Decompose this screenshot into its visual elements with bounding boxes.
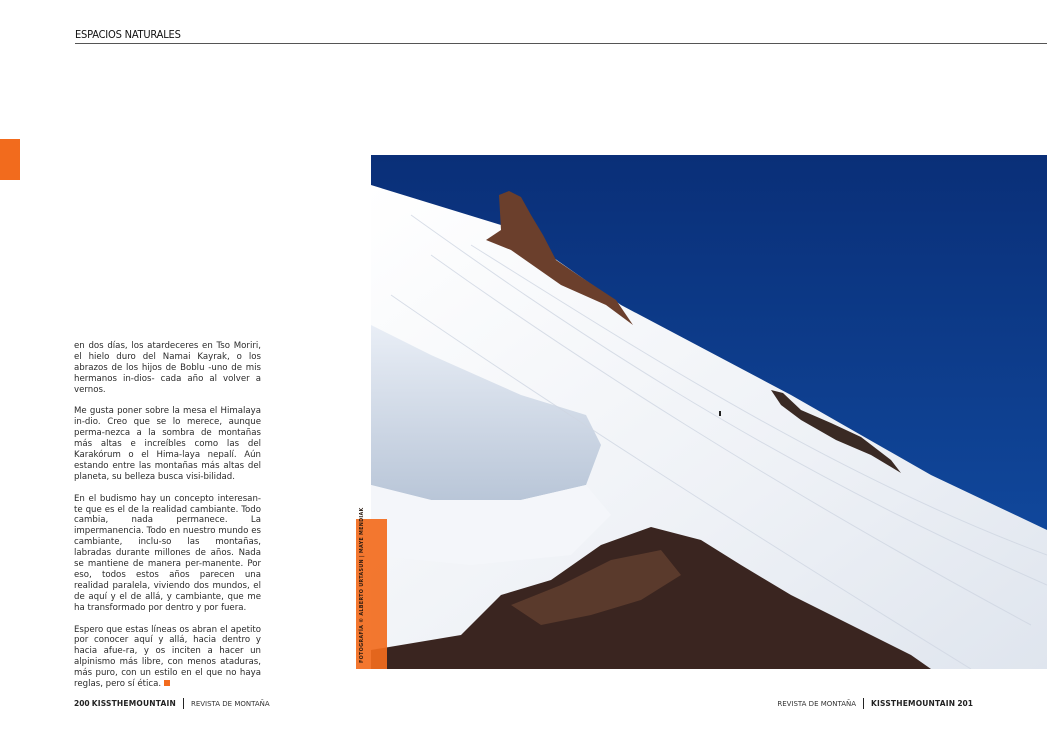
section-title: ESPACIOS NATURALES: [75, 28, 181, 41]
footer-divider-left: [183, 698, 184, 709]
paragraph-1: en dos días, los atardeceres en Tso Moriri, el hielo duro del Namai Kayrak, o los abrazos de los hijos de Boblu -uno de mis hermanos in-dios- cada año al volver a vernos.: [74, 341, 261, 395]
magazine-subtitle-left: REVISTA DE MONTAÑA: [190, 699, 270, 708]
page-number-right: 201: [957, 699, 973, 708]
magazine-subtitle-right: REVISTA DE MONTAÑA: [777, 699, 857, 708]
end-mark-icon: [164, 680, 170, 686]
paragraph-4: [74, 625, 261, 690]
article-body: [74, 341, 261, 701]
mountain-photo: [371, 155, 1047, 669]
paragraph-2: Me gusta poner sobre la mesa el Himalaya in-dio. Creo que se lo merece, aunque perma-nezca a la sombra de montañas más altas e increíbles como las del Karakórum o el Hima-laya nepalí. Aún estando entre las montañas más altas del planeta, su belleza busca visi-bilidad.: [74, 406, 261, 482]
page-number-left: 200: [74, 699, 90, 708]
paragraph-4-text: Espero que estas líneas os abran el apetito por conocer aquí y allá, hacia dentro y hacia afue-ra, y os inciten a hacer un alpinismo más libre, con menos ataduras, más puro, con un estilo en el que no haya reglas, pero sí ética.: [74, 624, 261, 690]
side-tab-marker: [0, 139, 20, 180]
magazine-name-right: KISSTHEMOUNTAIN: [871, 699, 956, 708]
footer-left: [74, 698, 270, 709]
magazine-name-left: KISSTHEMOUNTAIN: [91, 699, 176, 708]
footer-right: [777, 698, 973, 709]
header-rule: [75, 43, 1047, 44]
paragraph-3: En el budismo hay un concepto interesan-te que es el de la realidad cambiante. Todo cambia, nada permanece. La impermanencia. Todo en nuestro mundo es cambiante, inclu-so las montañas, labradas durante millones de años. Nada se mantiene de manera per-manente. Por eso, todos estos años parecen una realidad paralela, viviendo dos mundos, el de aquí y el de allá, y cambiante, que me ha transformado por dentro y por fuera.: [74, 493, 261, 613]
mountain-illustration: [371, 155, 1047, 669]
footer-divider-right: [863, 698, 864, 709]
photo-credit: FOTOGRAFÍA © ALBERTO URTASUN | MAYE MENDIAK: [359, 507, 365, 663]
